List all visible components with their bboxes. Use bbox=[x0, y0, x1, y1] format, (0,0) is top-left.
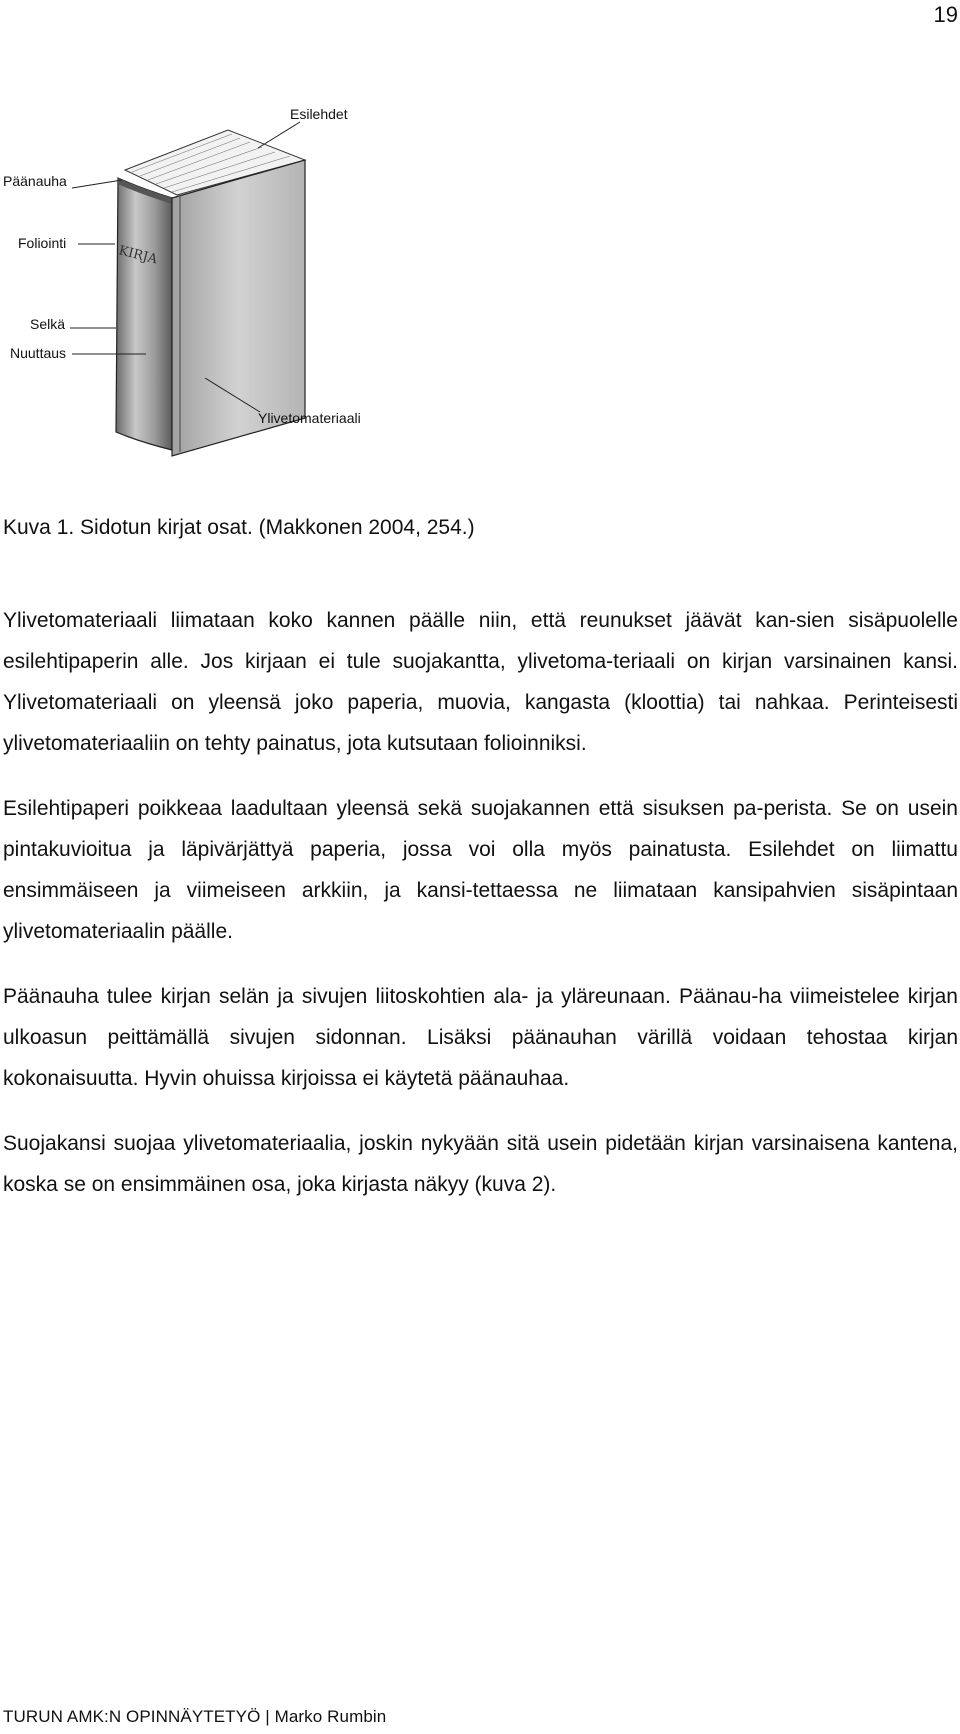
page-number: 19 bbox=[933, 2, 958, 27]
paragraph: Ylivetomateriaali liimataan koko kannen päälle niin, että reunukset jäävät kan-sien sisäpuolelle esilehtipaperin alle. Jos kirjaan ei tule suojakantta, ylivetoma-teriaali on kirjan varsinainen kansi. Ylivetomateriaali on yleensä joko paperia, muovia, kangasta (kloottia) tai nahkaa. Perinteisesti ylivetomateriaaliin on tehty painatus, jota kutsutaan folioinniksi. bbox=[3, 609, 958, 755]
label-esilehdet: Esilehdet bbox=[290, 106, 348, 122]
body-text bbox=[3, 600, 958, 1229]
book-illustration bbox=[0, 100, 420, 490]
label-nuuttaus: Nuuttaus bbox=[10, 345, 67, 361]
spine-title-text: KIRJA bbox=[117, 243, 159, 268]
label-foliointi: Foliointi bbox=[18, 235, 67, 251]
page-footer: TURUN AMK:N OPINNÄYTETYÖ | Marko Rumbin bbox=[3, 1707, 387, 1726]
book-parts-figure bbox=[0, 100, 420, 490]
label-paanauha: Päänauha bbox=[3, 173, 67, 189]
paragraph: Esilehtipaperi poikkeaa laadultaan yleensä sekä suojakannen että sisuksen pa-perista. Se on usein pintakuvioitua ja läpivärjättyä paperia, jossa voi olla myös painatusta. Esilehdet on liimattu ensimmäiseen ja viimeiseen arkkiin, ja kansi-tettaessa ne liimataan kansipahvien sisäpintaan ylivetomateriaalin päälle. bbox=[3, 797, 958, 943]
paragraph: Päänauha tulee kirjan selän ja sivujen liitoskohtien ala- ja yläreunaan. Päänau-ha viimeistelee kirjan ulkoasun peittämällä sivujen sidonnan. Lisäksi päänauhan värillä voidaan tehostaa kirjan kokonaisuutta. Hyvin ohuissa kirjoissa ei käytetä päänauhaa. bbox=[3, 985, 958, 1090]
paragraph: Suojakansi suojaa ylivetomateriaalia, joskin nykyään sitä usein pidetään kirjan varsinaisena kantena, koska se on ensimmäinen osa, joka kirjasta näkyy (kuva 2). bbox=[3, 1132, 958, 1196]
figure-caption: Kuva 1. Sidotun kirjat osat. (Makkonen 2004, 254.) bbox=[3, 516, 475, 539]
label-selka: Selkä bbox=[30, 316, 66, 332]
label-ylivetomateriaali: Ylivetomateriaali bbox=[258, 410, 361, 426]
